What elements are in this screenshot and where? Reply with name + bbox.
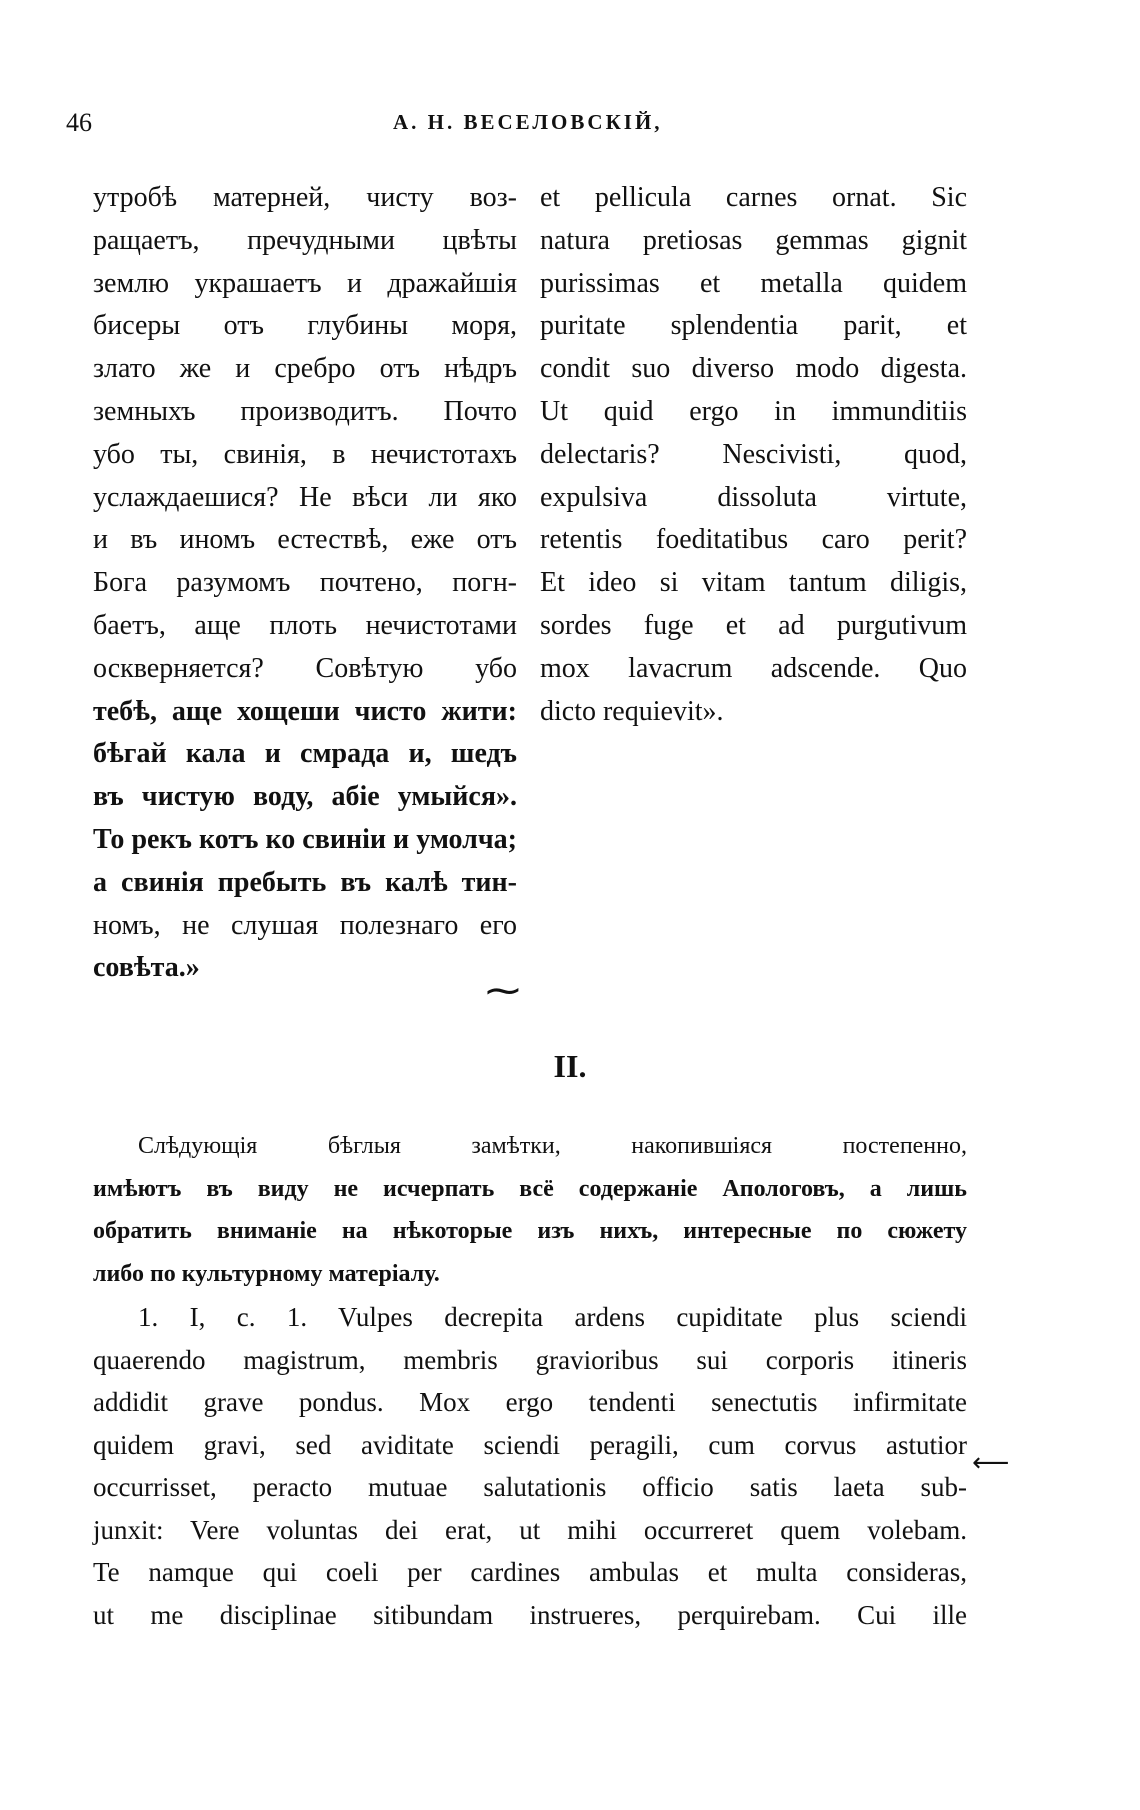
left-line: Бога разумомъ почтено, погн- <box>93 567 517 599</box>
left-line: а свинія пребыть въ калѣ тин- <box>93 866 517 898</box>
paragraph-line: junxit: Vere voluntas dei erat, ut mihi occurreret quem volebam. <box>93 1514 967 1545</box>
paragraph-line: 1. I, c. 1. Vulpes decrepita ardens cupiditate plus sciendi <box>138 1302 967 1332</box>
page-number: 46 <box>66 108 92 137</box>
right-line: natura pretiosas gemmas gignit <box>540 224 967 256</box>
left-column-russian <box>93 177 517 990</box>
right-column-latin <box>540 177 967 733</box>
right-line: delectaris? Nescivisti, quod, <box>540 438 967 470</box>
left-line: убо ты, свинія, в нечистотахъ <box>93 438 517 470</box>
left-line: земныхъ производитъ. Почто <box>93 395 517 427</box>
right-line: et pellicula carnes ornat. Sic <box>540 182 967 213</box>
paragraph-line: ut me disciplinae sitibundam instrueres, perquirebam. Cui ille <box>93 1599 967 1630</box>
paragraph-line: addidit grave pondus. Mox ergo tendenti senectutis infirmitate <box>93 1387 967 1417</box>
left-line: То рекъ котъ ко свиніи и умолча; <box>93 823 517 855</box>
right-line: Et ideo si vitam tantum diligis, <box>540 567 967 599</box>
left-line: бисеры отъ глубины моря, <box>93 310 517 342</box>
left-line: совѣта.» <box>93 952 200 984</box>
left-line: бѣгай кала и смрада и, шедъ <box>93 738 517 770</box>
right-line: sordes fuge et ad purgutivum <box>540 609 967 641</box>
tilde-mark: ~ <box>482 968 524 1012</box>
margin-arrow-mark: ⟵ <box>972 1448 1010 1478</box>
paragraph-line: либо по культурному матеріалу. <box>93 1260 440 1287</box>
paragraph-line: имѣютъ въ виду не исчерпать всё содержаніе Апологовъ, а лишь <box>93 1175 967 1202</box>
paragraph-line: Te namque qui coeli per cardines ambulas et multa consideras, <box>93 1557 967 1587</box>
left-line: землю украшаетъ и дражайшія <box>93 267 517 299</box>
latin-quote-paragraph <box>93 1296 967 1636</box>
left-line: баетъ, аще плоть нечистотами <box>93 609 517 641</box>
left-line: услаждаешися? Не вѣси ли яко <box>93 481 517 513</box>
right-line: purissimas et metalla quidem <box>540 267 967 299</box>
right-line: condit suo diverso modo digesta. <box>540 353 967 385</box>
left-line: тебѣ, аще хощеши чисто жити: <box>93 695 517 727</box>
left-line: въ чистую воду, абіе умыйся». <box>93 781 517 813</box>
paragraph-line: occurrisset, peracto mutuae salutationis officio satis laeta sub- <box>93 1472 967 1502</box>
right-line: retentis foeditatibus caro perit? <box>540 524 967 556</box>
left-line: утробѣ матерней, чисту воз- <box>93 182 517 213</box>
section-heading: II. <box>553 1048 587 1084</box>
right-line: dicto requievit». <box>540 695 724 727</box>
left-line: и въ иномъ естествѣ, еже отъ <box>93 524 517 556</box>
right-line: puritate splendentia parit, et <box>540 310 967 342</box>
right-line: Ut quid ergo in immunditiis <box>540 395 967 427</box>
left-line: оскверняется? Совѣтую убо <box>93 652 517 684</box>
right-line: mox lavacrum adscende. Quo <box>540 652 967 684</box>
running-title: А. Н. ВЕСЕЛОВСКІЙ, <box>393 110 663 134</box>
left-line: ращаетъ, пречудными цвѣты <box>93 224 517 256</box>
left-line: злато же и сребро отъ нѣдръ <box>93 353 517 385</box>
running-head <box>66 108 966 138</box>
paragraph-line: quaerendo magistrum, membris gravioribus sui corporis itineris <box>93 1344 967 1375</box>
paragraph-line: quidem gravi, sed aviditate sciendi peragili, cum corvus astutior <box>93 1429 967 1460</box>
paragraph-line: Слѣдующія бѣглыя замѣтки, накопившіяся постепенно, <box>138 1133 967 1159</box>
left-line: номъ, не слушая полезнаго его <box>93 909 517 941</box>
paragraph-line: обратить вниманіе на нѣкоторые изъ нихъ, интересные по сюжету <box>93 1218 967 1244</box>
section-intro-paragraph <box>93 1125 967 1295</box>
right-line: expulsiva dissoluta virtute, <box>540 481 967 513</box>
